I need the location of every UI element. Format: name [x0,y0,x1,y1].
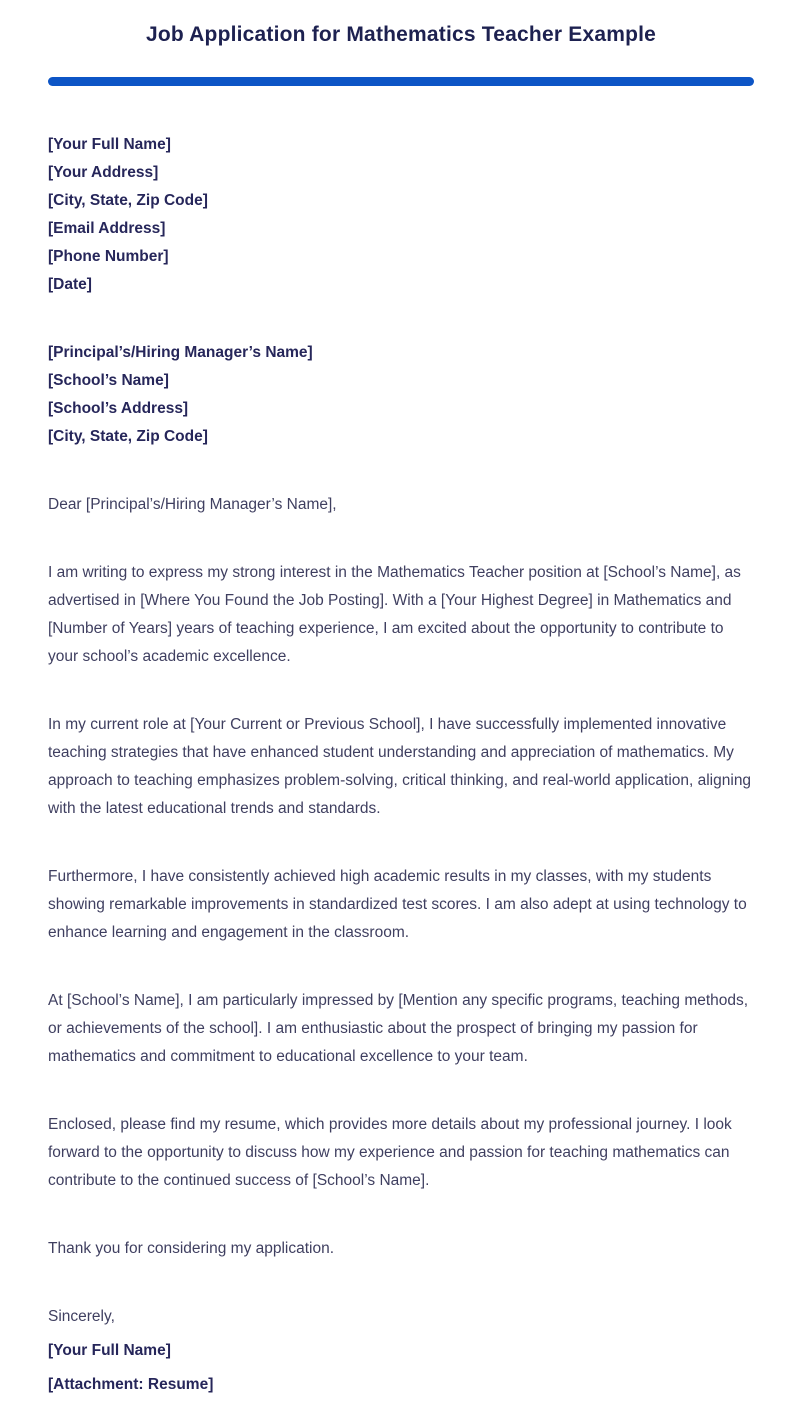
recipient-name-line: [Principal’s/Hiring Manager’s Name] [48,344,313,361]
page-title: Job Application for Mathematics Teacher Example [145,23,657,46]
salutation: Dear [Principal’s/Hiring Manager’s Name], [48,496,337,513]
date-line: [Date] [48,276,92,293]
paragraph-enclosure: Enclosed, please find my resume, which provides more details about my professional journey. I look forward to the opportunity to discuss how my experience and passion for teaching mathematics can contribute to the continued success of [School’s Name]. [48,1116,732,1189]
sender-email-line: [Email Address] [48,220,166,237]
title-divider [48,77,754,86]
recipient-school-address-line: [School’s Address] [48,400,189,417]
paragraph-intro: I am writing to express my strong interest in the Mathematics Teacher position at [School’s Name], as advertised in [Where You Found the Job Posting]. With a [Your Highest Degree] in Mathematics and [Number of Years] years of teaching experience, I am excited about the opportunity to contribute to your school’s academic excellence. [48,564,741,665]
signoff: Sincerely, [48,1308,115,1325]
attachment-note: [Attachment: Resume] [48,1376,214,1393]
sender-name-line: [Your Full Name] [48,136,171,153]
letter-body [48,131,754,1399]
sender-address-line: [Your Address] [48,164,159,181]
paragraph-current-role: In my current role at [Your Current or Previous School], I have successfully implemented innovative teaching strategies that have enhanced student understanding and appreciation of mathematics. My approach to teaching emphasizes problem-solving, critical thinking, and real-world application, aligning with the latest educational trends and standards. [48,716,752,817]
sender-phone-line: [Phone Number] [48,248,169,265]
recipient-school-line: [School’s Name] [48,372,169,389]
recipient-city-line: [City, State, Zip Code] [48,428,208,445]
paragraph-results: Furthermore, I have consistently achieved high academic results in my classes, with my students showing remarkable improvements in standardized test scores. I am also adept at using technology to enhance learning and engagement in the classroom. [48,868,747,941]
paragraph-school-interest: At [School’s Name], I am particularly impressed by [Mention any specific programs, teaching methods, or achievements of the school]. I am enthusiastic about the prospect of bringing my passion for mathematics and commitment to educational excellence to your team. [48,992,749,1065]
signature-name: [Your Full Name] [48,1342,171,1359]
recipient-address-block [48,339,754,451]
closing-thanks: Thank you for considering my application. [48,1240,335,1257]
sender-city-line: [City, State, Zip Code] [48,192,208,209]
sender-address-block [48,131,754,299]
